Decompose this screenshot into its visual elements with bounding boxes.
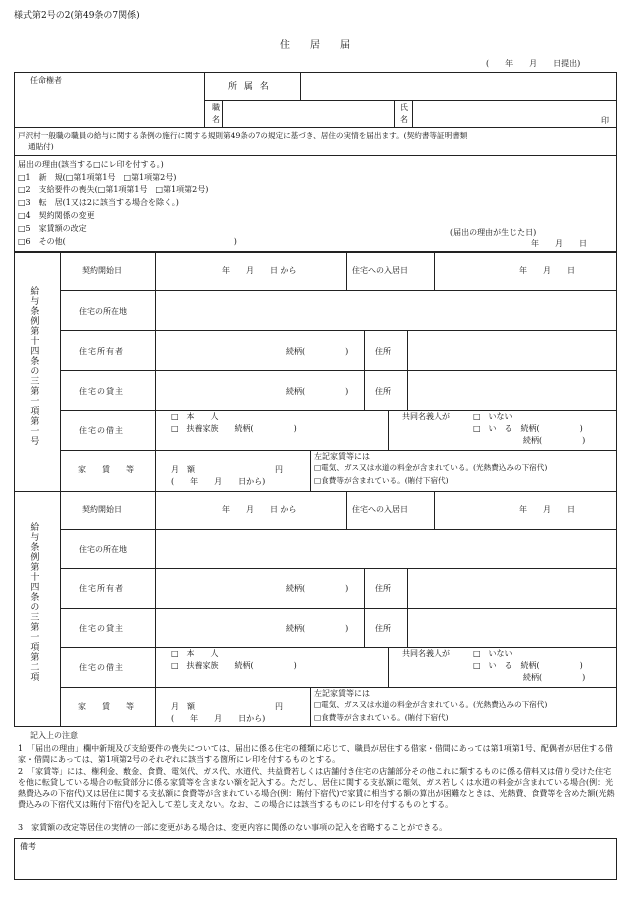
- borrower-family[interactable]: □ 扶養家族 続柄( ): [171, 424, 297, 433]
- location-input[interactable]: [155, 290, 617, 330]
- rent-from[interactable]: ( 年 月 日から): [171, 714, 266, 723]
- borrower-label: 住宅の借主: [79, 663, 124, 672]
- reason-2[interactable]: □2 支給要件の喪失(□第1項第1号 □第1項第2号): [18, 185, 209, 194]
- co-owner-exists[interactable]: □ い る 続柄( ): [473, 661, 583, 670]
- co-owner-relation-2[interactable]: 続柄( ): [523, 436, 586, 445]
- section-1-side-label: 給与条例第十四条の三第一項第一号: [28, 286, 39, 446]
- lender-relation[interactable]: 続柄( ): [286, 624, 349, 633]
- owner-label: 住宅所有者: [79, 347, 124, 356]
- reason-date[interactable]: 年 月 日: [531, 239, 587, 248]
- lender-label: 住宅の貸主: [79, 624, 124, 633]
- section-2-side-label: 給与条例第十四条の三第一項第二項: [28, 522, 39, 682]
- lender-address-label: 住所: [375, 624, 391, 633]
- rent-meal-check[interactable]: □食費等が含まれている。(賄付下宿代): [314, 476, 449, 485]
- move-in-label: 住宅への入居日: [352, 266, 408, 275]
- lender-relation[interactable]: 続柄( ): [286, 387, 349, 396]
- move-in-date[interactable]: 年 月 日: [519, 266, 575, 275]
- ninmei-label: 任命権者: [30, 76, 62, 85]
- shoku-label: 職 名: [212, 103, 220, 124]
- declaration-text-2: 通貼付): [28, 142, 54, 151]
- rent-label: 家 賃 等: [78, 465, 134, 474]
- shozoku-input[interactable]: [300, 72, 617, 100]
- co-owner-none[interactable]: □ いない: [473, 649, 513, 658]
- co-owner-exists[interactable]: □ い る 続柄( ): [473, 424, 583, 433]
- borrower-family[interactable]: □ 扶養家族 続柄( ): [171, 661, 297, 670]
- shoku-input[interactable]: [222, 100, 394, 128]
- lender-label: 住宅の貸主: [79, 387, 124, 396]
- shi-label: 氏 名: [400, 103, 408, 124]
- co-owner-relation-2[interactable]: 続柄( ): [523, 673, 586, 682]
- reasons-heading: 届出の理由(該当する□にレ印を付する。): [18, 160, 164, 169]
- move-in-label: 住宅への入居日: [352, 505, 408, 514]
- owner-label: 住宅所有者: [79, 584, 124, 593]
- contract-start-label: 契約開始日: [82, 505, 122, 514]
- rent-utility-check[interactable]: □電気、ガス又は水道の料金が含まれている。(光熱費込みの下宿代): [314, 463, 548, 472]
- rent-from[interactable]: ( 年 月 日から): [171, 477, 266, 486]
- submit-date[interactable]: ( 年 月 日提出): [486, 59, 581, 68]
- rent-note: 左記家賃等には: [314, 689, 370, 698]
- co-owner-none[interactable]: □ いない: [473, 412, 513, 421]
- lender-address-label: 住所: [375, 387, 391, 396]
- borrower-label: 住宅の借主: [79, 426, 124, 435]
- borrower-self[interactable]: □ 本 人: [171, 412, 219, 421]
- seal-mark: 印: [601, 116, 609, 125]
- rent-note: 左記家賃等には: [314, 452, 370, 461]
- contract-start-label: 契約開始日: [82, 266, 122, 275]
- note-3: 3 家賃額の改定等居住の実情の一部に変更がある場合は、変更内容に関係のない事項の記入を省略することができる。: [18, 823, 448, 832]
- contract-start-date[interactable]: 年 月 日 から: [222, 266, 297, 275]
- rent-monthly[interactable]: 月 額 円: [171, 465, 283, 474]
- owner-address-label: 住所: [375, 584, 391, 593]
- contract-start-date[interactable]: 年 月 日 から: [222, 505, 297, 514]
- rent-meal-check[interactable]: □食費等が含まれている。(賄付下宿代): [314, 713, 449, 722]
- note-2: 2 「家賃等」には、権利金、敷金、食費、電気代、ガス代、水道代、共益費若しくは店舗付き住宅の店舗部分その他これに類するものに係る借料又は借り受けた住宅を他に転貸している場合の転貸部分に係る家賃等を含まない額を記入する。ただし、居住に関する支払額に電気、ガス若しくは水道の料金が含まれている場合(例：光熱費込みの下宿代)又は居住に関する支払額に食費等が含まれている場合(例：賄付下宿代)で家賃に相当する額の算出が困難なときは、光熱費、食費等を含めた額(光熱費込みの下宿代又は賄付下宿代)を記入して差し支えない。なお、この場合には該当するものにレ印を付するものとする。: [18, 767, 615, 809]
- rent-label: 家 賃 等: [78, 702, 134, 711]
- rent-utility-check[interactable]: □電気、ガス又は水道の料金が含まれている。(光熱費込みの下宿代): [314, 700, 548, 709]
- owner-address-label: 住所: [375, 347, 391, 356]
- borrower-self[interactable]: □ 本 人: [171, 649, 219, 658]
- remarks-label: 備考: [20, 842, 36, 851]
- reason-3[interactable]: □3 転 居(1又は2に該当する場合を除く。): [18, 198, 179, 207]
- rent-monthly[interactable]: 月 額 円: [171, 702, 283, 711]
- co-owner-title: 共同名義人が: [402, 649, 450, 658]
- page-title: 住 居 届: [280, 40, 350, 51]
- declaration-text: 戸沢村一般職の職員の給与に関する条例の施行に関する規則第49条の7の規定に基づき、居住の実情を届出ます。(契約書等証明書類: [18, 131, 468, 140]
- shimei-input[interactable]: [412, 100, 617, 128]
- reason-4[interactable]: □4 契約関係の変更: [18, 211, 95, 220]
- move-in-date[interactable]: 年 月 日: [519, 505, 575, 514]
- note-1: 1 「届出の理由」欄中新規及び支給要件の喪失については、届出に係る住宅の種類に応じて、職員が居住する借家・借間にあっては第1項第1号、配偶者が居住する借家・借間にあっては、第1項第2号のそれぞれに該当する箇所にレ印を付するものとする。: [18, 744, 613, 764]
- reason-6[interactable]: □6 その他( ): [18, 237, 237, 246]
- owner-relation[interactable]: 続柄( ): [286, 584, 349, 593]
- shozoku-label: 所 属 名: [228, 82, 271, 92]
- notes-heading: 記入上の注意: [30, 731, 78, 740]
- owner-relation[interactable]: 続柄( ): [286, 347, 349, 356]
- reason-date-label: (届出の理由が生じた日): [450, 228, 537, 237]
- location-label: 住宅の所在地: [79, 307, 127, 316]
- location-input[interactable]: [155, 529, 617, 568]
- co-owner-title: 共同名義人が: [402, 412, 450, 421]
- reason-1[interactable]: □1 新 規(□第1項第1号 □第1項第2号): [18, 173, 177, 182]
- reason-5[interactable]: □5 家賃額の改定: [18, 224, 87, 233]
- form-id: 様式第2号の2(第49条の7関係): [14, 11, 140, 21]
- remarks-box[interactable]: [14, 838, 617, 880]
- location-label: 住宅の所在地: [79, 545, 127, 554]
